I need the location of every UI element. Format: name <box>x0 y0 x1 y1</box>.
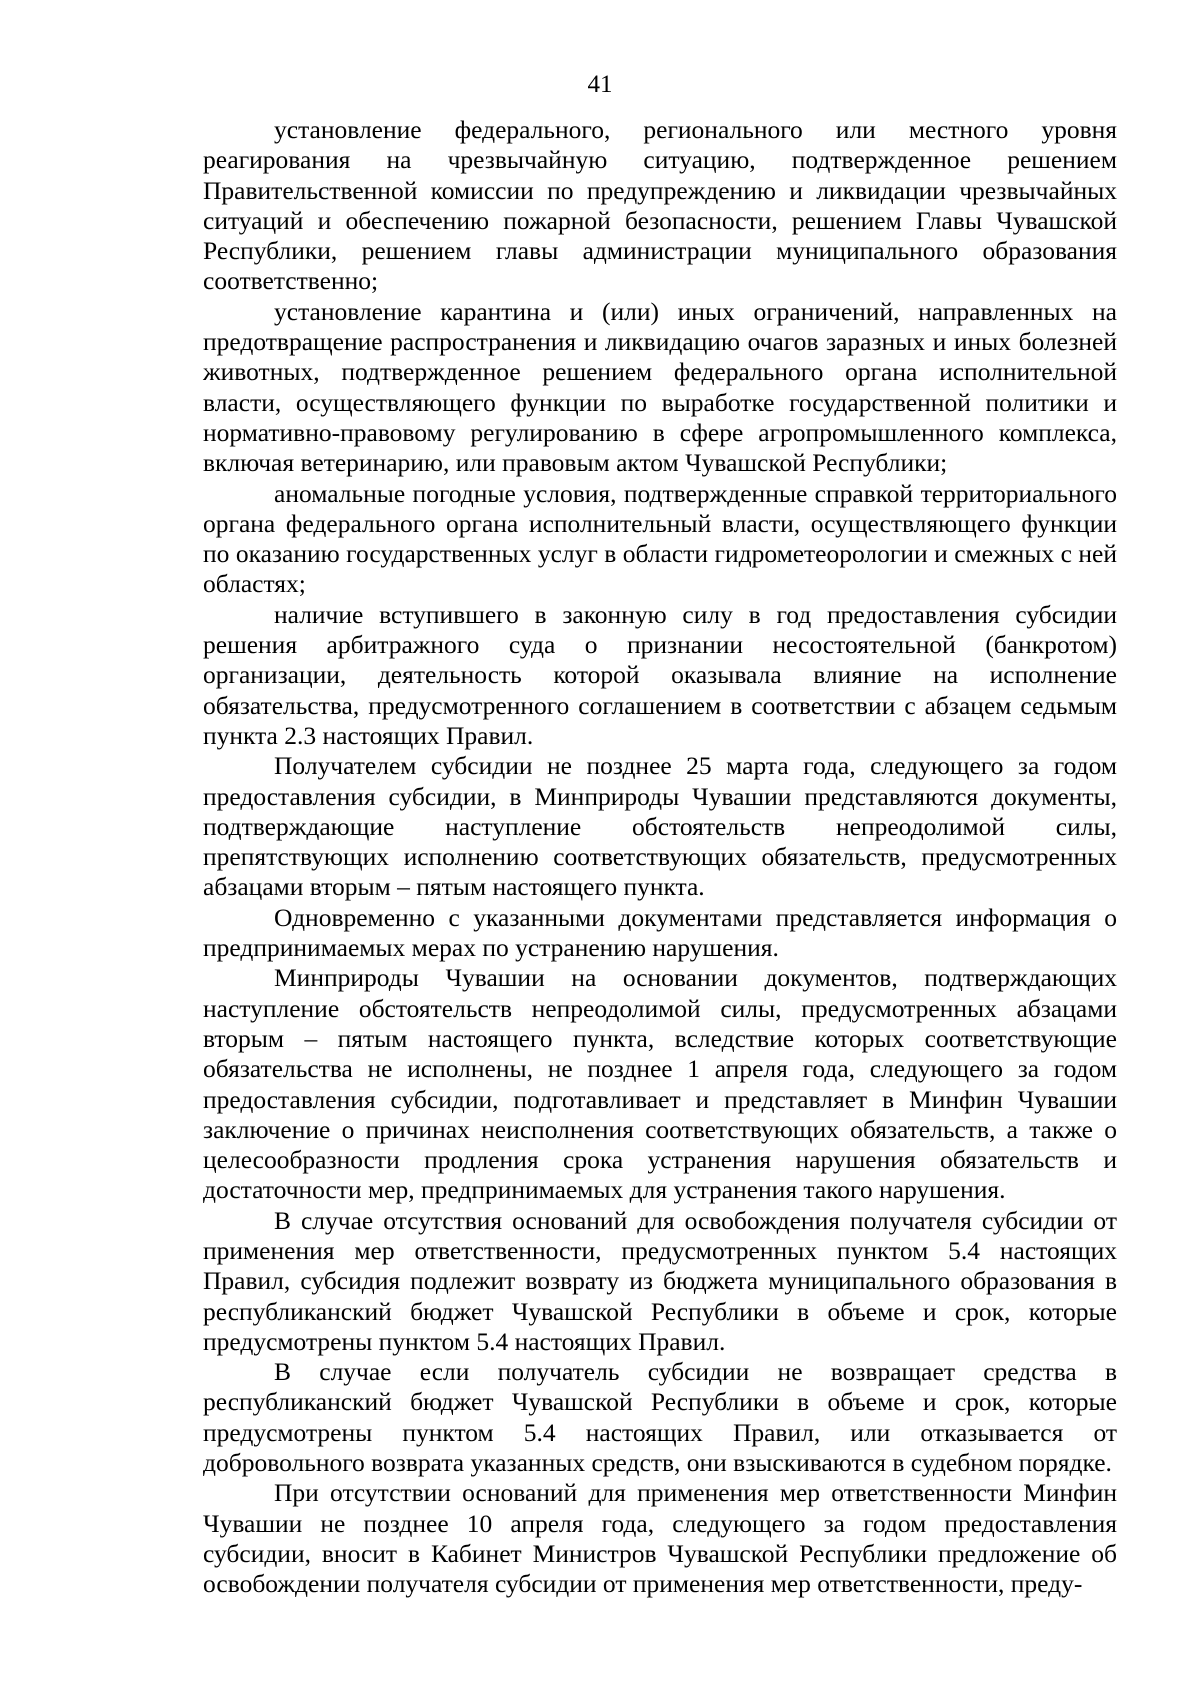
paragraph: Одновременно с указанными документами представляется информация о предпринимаемых мерах по устранению нарушения. <box>203 902 1117 963</box>
document-body <box>203 115 1117 1600</box>
paragraph: Получателем субсидии не позднее 25 марта года, следующего за годом предоставления субсидии, в Минприроды Чувашии представляются документы, подтверждающие наступление обстоятельств непреодолимой силы, препятствующих исполнению соответствующих обязательств, предусмотренных абзацами вторым – пятым настоящего пункта. <box>203 751 1117 902</box>
paragraph: При отсутствии оснований для применения мер ответственности Минфин Чувашии не позднее 10 апреля года, следующего за годом предоставления субсидии, вносит в Кабинет Министров Чувашской Республики предложение об освобождении получателя субсидии от применения мер ответственности, преду- <box>203 1478 1117 1599</box>
paragraph: В случае отсутствия оснований для освобождения получателя субсидии от применения мер ответственности, предусмотренных пунктом 5.4 настоящих Правил, субсидия подлежит возврату из бюджета муниципального образования в республиканский бюджет Чувашской Республики в объеме и срок, которые предусмотрены пунктом 5.4 настоящих Правил. <box>203 1205 1117 1356</box>
page-number: 41 <box>587 71 613 98</box>
paragraph: наличие вступившего в законную силу в год предоставления субсидии решения арбитражного суда о признании несостоятельной (банкротом) организации, деятельность которой оказывала влияние на исполнение обязательства, предусмотренного соглашением в соответствии с абзацем седьмым пункта 2.3 настоящих Правил. <box>203 599 1117 750</box>
paragraph: установление федерального, регионального или местного уровня реагирования на чрезвычайную ситуацию, подтвержденное решением Правительственной комиссии по предупреждению и ликвидации чрезвычайных ситуаций и обеспечению пожарной безопасности, решением Главы Чувашской Республики, решением главы администрации муниципального образования соответственно; <box>203 115 1117 296</box>
paragraph: аномальные погодные условия, подтвержденные справкой территориального органа федерального органа исполнительный власти, осуществляющего функции по оказанию государственных услуг в области гидрометеорологии и смежных с ней областях; <box>203 478 1117 599</box>
paragraph: В случае если получатель субсидии не возвращает средства в республиканский бюджет Чувашской Республики в объеме и срок, которые предусмотрены пунктом 5.4 настоящих Правил, или отказывается от добровольного возврата указанных средств, они взыскиваются в судебном порядке. <box>203 1357 1117 1478</box>
paragraph: Минприроды Чувашии на основании документов, подтверждающих наступление обстоятельств непреодолимой силы, предусмотренных абзацами вторым – пятым настоящего пункта, вследствие которых соответствующие обязательства не исполнены, не позднее 1 апреля года, следующего за годом предоставления субсидии, подготавливает и представляет в Минфин Чувашии заключение о причинах неисполнения соответствующих обязательств, а также о целесообразности продления срока устранения нарушения обязательств и достаточности мер, предпринимаемых для устранения такого нарушения. <box>203 963 1117 1205</box>
paragraph: установление карантина и (или) иных ограничений, направленных на предотвращение распространения и ликвидацию очагов заразных и иных болезней животных, подтвержденное решением федерального органа исполнительной власти, осуществляющего функции по выработке государственной политики и нормативно-правовому регулированию в сфере агропромышленного комплекса, включая ветеринарию, или правовым актом Чувашской Республики; <box>203 296 1117 478</box>
